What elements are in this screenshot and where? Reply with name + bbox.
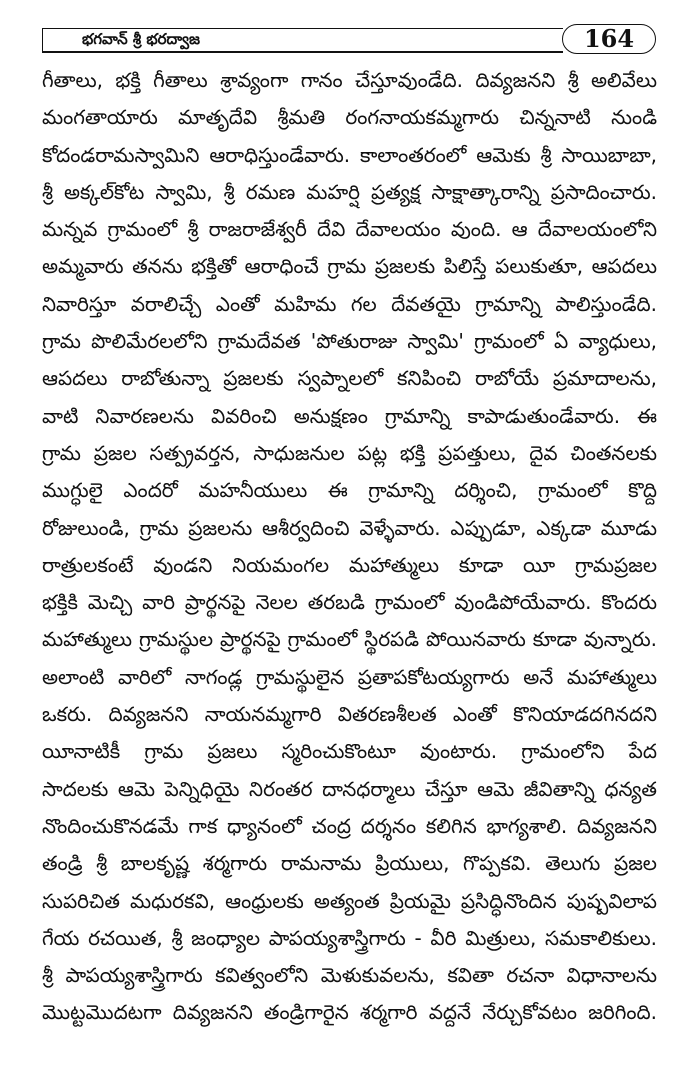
- text-line: శ్రీ పాపయ్యశాస్త్రిగారు కవిత్వంలోని మెళుకువలను, కవితా రచనా విధానాలను: [42, 963, 657, 988]
- text-line: శ్రీ అక్కల్‌కోట స్వామి, శ్రీ రమణ మహర్షి ప్రత్యక్ష సాక్షాత్కారాన్ని ప్రసాదించారు.: [42, 179, 657, 204]
- text-line: మన్నవ గ్రామంలో శ్రీ రాజరాజేశ్వరీ దేవి దేవాలయం వుంది. ఆ దేవాలయంలోని: [42, 217, 657, 242]
- book-title: భగవాన్ శ్రీ భరద్వాజ: [82, 30, 200, 48]
- text-line: అమ్మవారు తనను భక్తితో ఆరాధించే గ్రామ ప్రజలకు పిలిస్తే పలుకుతూ, ఆపదలు: [42, 254, 657, 279]
- text-line: కోదండరామస్వామిని ఆరాధిస్తుండేవారు. కాలాంతరంలో ఆమెకు శ్రీ సాయిబాబా,: [42, 142, 657, 167]
- text-line: మొట్టమొదటగా దివ్యజనని తండ్రిగారైన శర్మగారి వద్దనే నేర్చుకోవటం జరిగింది.: [42, 1000, 657, 1025]
- text-line: మంగతాయారు మాతృదేవి శ్రీమతి రంగనాయకమ్మగారు చిన్ననాటి నుండి: [42, 105, 657, 130]
- text-line: అలాంటి వారిలో నాగండ్ల గ్రామస్థులైన ప్రతాపకోటయ్యగారు అనే మహాత్ములు: [42, 664, 657, 689]
- text-line: రోజులుండి, గ్రామ ప్రజలను ఆశీర్వదించి వెళ్ళేవారు. ఎప్పుడూ, ఎక్కడా మూడు: [42, 515, 657, 540]
- text-line: తండ్రి శ్రీ బాలకృష్ణ శర్మగారు రామనామ ప్రియులు, గొప్పకవి. తెలుగు ప్రజల: [42, 851, 657, 876]
- page-number: 164: [562, 24, 656, 54]
- text-line: గ్రామ ప్రజల సత్ప్రవర్తన, సాధుజనుల పట్ల భక్తి ప్రపత్తులు, దైవ చింతనలకు: [42, 440, 657, 465]
- text-line: ముగ్ధులై ఎందరో మహనీయులు ఈ గ్రామాన్ని దర్శించి, గ్రామంలో కొద్ది: [42, 478, 657, 503]
- text-line: గీతాలు, భక్తి గీతాలు శ్రావ్యంగా గానం చేస్తూవుండేది. దివ్యజనని శ్రీ అలివేలు: [42, 68, 657, 92]
- text-line: నొందించుకొనడమే గాక ధ్యానంలో చంద్ర దర్శనం కలిగిన భాగ్యశాలి. దివ్యజనని: [42, 813, 657, 838]
- text-line: ఆపదలు రాబోతున్నా ప్రజలకు స్వప్నాలలో కనిపించి రాబోయే ప్రమాదాలను,: [42, 366, 657, 391]
- text-line: నివారిస్తూ వరాలిచ్చే ఎంతో మహిమ గల దేవతయై గ్రామాన్ని పాలిస్తుండేది.: [42, 291, 657, 316]
- text-line: వాటి నివారణలను వివరించి అనుక్షణం గ్రామాన్ని కాపాడుతుండేవారు. ఈ: [42, 403, 657, 428]
- text-line: సుపరిచిత మధురకవి, ఆంధ్రులకు అత్యంత ప్రియమై ప్రసిద్ధినొందిన పుష్పవిలాప: [42, 888, 657, 913]
- text-line: యీనాటికీ గ్రామ ప్రజలు స్మరించుకొంటూ వుంటారు. గ్రామంలోని పేద: [42, 739, 657, 764]
- text-line: రాత్రులకంటే వుండని నియమంగల మహాత్ములు కూడా యీ గ్రామప్రజల: [42, 552, 657, 577]
- text-line: సాదలకు ఆమె పెన్నిధియై నిరంతర దానధర్మాలు చేస్తూ ఆమె జీవితాన్ని ధన్యత: [42, 776, 657, 801]
- body-text: [42, 62, 657, 1032]
- text-line: గేయ రచయిత, శ్రీ జంధ్యాల పాపయ్యశాస్త్రిగారు - వీరి మిత్రులు, సమకాలికులు.: [42, 925, 657, 950]
- page-header: [42, 24, 657, 54]
- text-line: గ్రామ పొలిమేరలలోని గ్రామదేవత 'పోతురాజు స్వామి' గ్రామంలో ఏ వ్యాధులు,: [42, 329, 657, 354]
- text-line: ఒకరు. దివ్యజనని నాయనమ్మగారి వితరణశీలత ఎంతో కొనియాడదగినదని: [42, 702, 657, 727]
- text-line: మహాత్ములు గ్రామస్థుల ప్రార్థనపై గ్రామంలో స్థిరపడి పోయినవారు కూడా వున్నారు.: [42, 627, 657, 652]
- text-line: భక్తికి మెచ్చి వారి ప్రార్థనపై నెలల తరబడి గ్రామంలో వుండిపోయేవారు. కొందరు: [42, 590, 657, 615]
